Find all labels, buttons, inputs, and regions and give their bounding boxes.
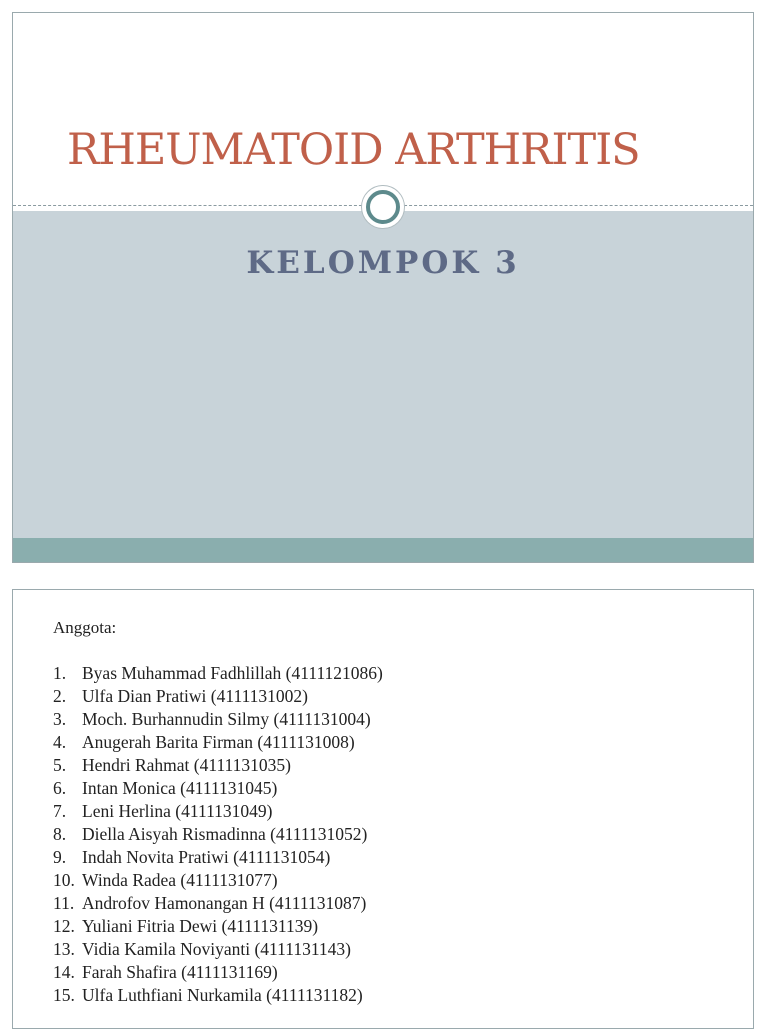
member-name: Winda Radea (4111131077)	[82, 870, 278, 890]
members-label: Anggota:	[53, 618, 117, 637]
title-slide	[12, 12, 754, 563]
member-item	[53, 915, 383, 938]
member-number: 14.	[53, 962, 75, 982]
member-name: Byas Muhammad Fadhlillah (4111121086)	[82, 663, 383, 683]
slide-title: RHEUMATOID ARTHRITIS	[67, 125, 640, 175]
member-item	[53, 754, 383, 777]
member-item	[53, 777, 383, 800]
member-number: 5.	[53, 755, 67, 775]
member-list	[53, 662, 383, 1007]
ring-inner	[366, 190, 400, 224]
member-name: Anugerah Barita Firman (4111131008)	[82, 732, 355, 752]
member-number: 13.	[53, 939, 75, 959]
member-number: 3.	[53, 709, 67, 729]
member-name: Yuliani Fitria Dewi (4111131139)	[82, 916, 319, 936]
member-number: 2.	[53, 686, 67, 706]
member-item	[53, 938, 383, 961]
slide-subtitle: KELOMPOK 3	[246, 245, 520, 281]
member-item	[53, 984, 383, 1007]
member-item	[53, 662, 383, 685]
member-name: Vidia Kamila Noviyanti (4111131143)	[82, 939, 352, 959]
member-item	[53, 892, 383, 915]
members-slide	[12, 589, 754, 1029]
member-item	[53, 708, 383, 731]
member-number: 9.	[53, 847, 67, 867]
member-number: 1.	[53, 663, 67, 683]
member-number: 15.	[53, 985, 75, 1005]
member-item	[53, 731, 383, 754]
member-number: 6.	[53, 778, 67, 798]
member-number: 11.	[53, 893, 75, 913]
member-item	[53, 961, 383, 984]
member-name: Hendri Rahmat (4111131035)	[82, 755, 291, 775]
member-name: Intan Monica (4111131045)	[82, 778, 278, 798]
member-item	[53, 685, 383, 708]
member-name: Androfov Hamonangan H (4111131087)	[82, 893, 367, 913]
member-item	[53, 846, 383, 869]
member-name: Moch. Burhannudin Silmy (4111131004)	[82, 709, 371, 729]
member-number: 10.	[53, 870, 75, 890]
member-name: Farah Shafira (4111131169)	[82, 962, 278, 982]
member-item	[53, 869, 383, 892]
member-number: 7.	[53, 801, 67, 821]
member-item	[53, 800, 383, 823]
member-number: 4.	[53, 732, 67, 752]
member-name: Ulfa Dian Pratiwi (4111131002)	[82, 686, 308, 706]
footer-bar	[13, 538, 753, 563]
member-name: Diella Aisyah Rismadinna (4111131052)	[82, 824, 368, 844]
ring-ornament-icon	[362, 186, 404, 228]
member-number: 12.	[53, 916, 75, 936]
member-item	[53, 823, 383, 846]
member-name: Ulfa Luthfiani Nurkamila (4111131182)	[82, 985, 363, 1005]
member-number: 8.	[53, 824, 67, 844]
member-name: Indah Novita Pratiwi (4111131054)	[82, 847, 331, 867]
member-name: Leni Herlina (4111131049)	[82, 801, 273, 821]
